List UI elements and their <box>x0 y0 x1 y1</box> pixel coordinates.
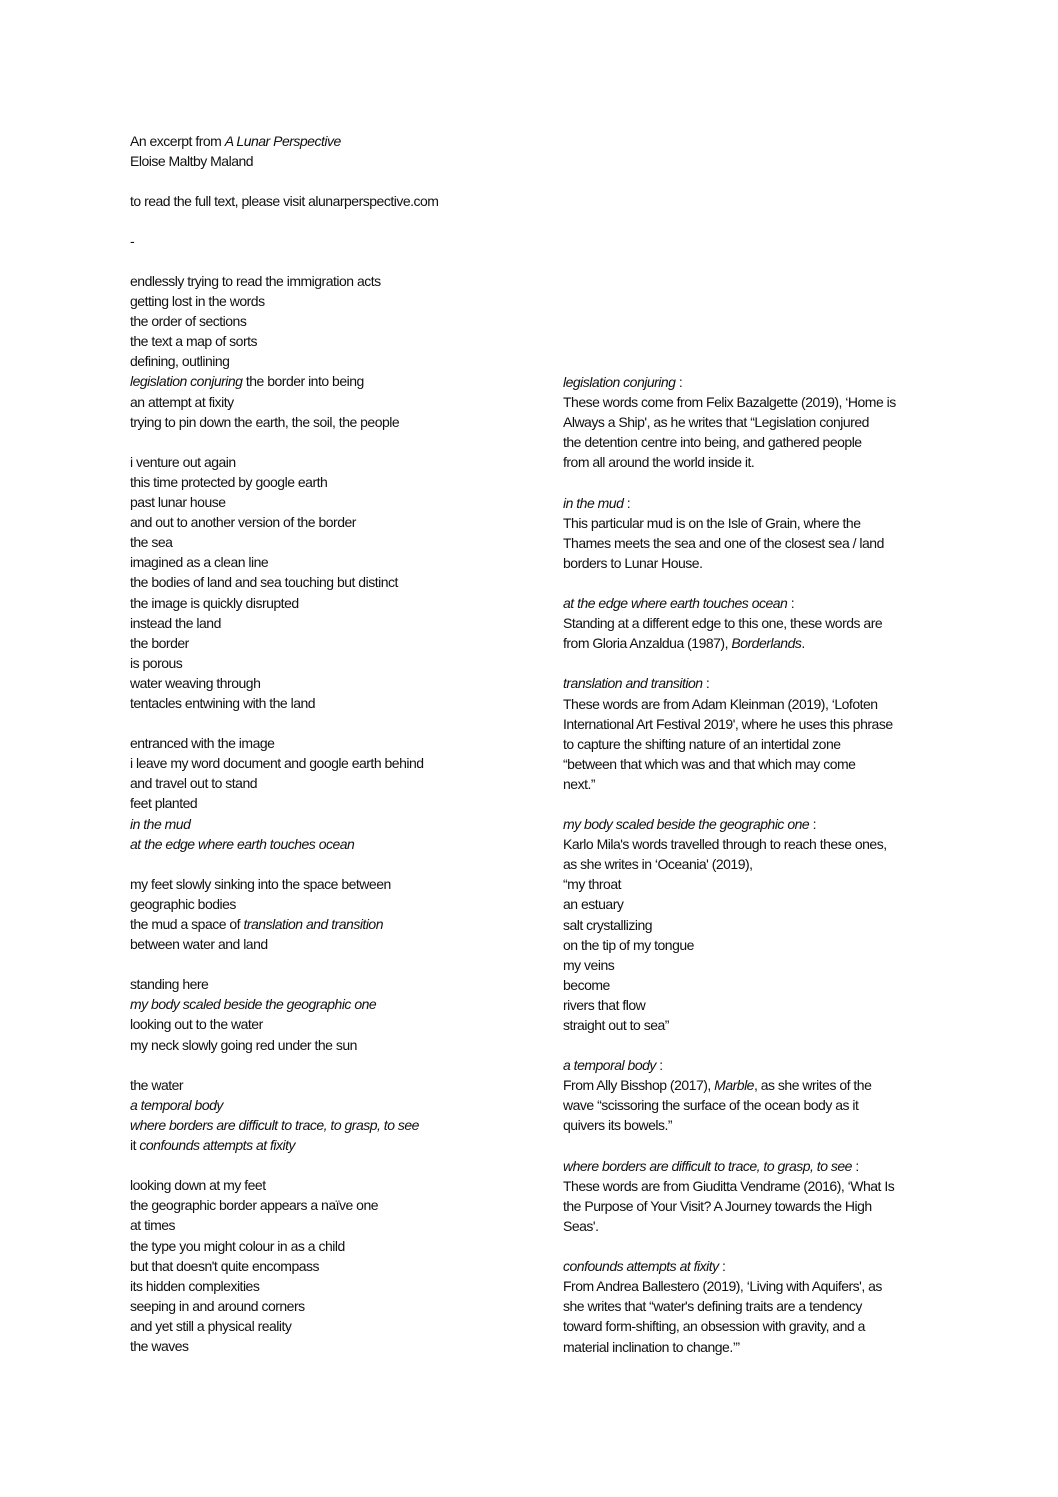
poem-line <box>130 834 530 854</box>
text-segment: Marble <box>714 1077 754 1094</box>
text-segment: standing here <box>130 976 209 993</box>
text-segment: to capture the shifting nature of an intertidal zone <box>563 735 841 752</box>
note-line <box>563 1156 963 1176</box>
text-segment: : <box>851 1157 859 1174</box>
poem-line <box>130 874 530 894</box>
stanza-break <box>563 472 963 492</box>
text-segment: at the edge where earth touches ocean <box>130 835 355 852</box>
text-segment: the geographic border appears a naïve one <box>130 1197 379 1214</box>
text-segment: where borders are difficult to trace, to grasp, to see <box>130 1116 419 1133</box>
text-segment: entranced with the image <box>130 735 275 752</box>
text-segment: : <box>655 1057 663 1074</box>
poem-line <box>130 633 530 653</box>
note-line <box>563 1296 963 1316</box>
excerpt-line <box>130 131 550 151</box>
poem-line <box>130 472 530 492</box>
text-segment: water weaving through <box>130 674 261 691</box>
note-line <box>563 1256 963 1276</box>
text-segment: borders to Lunar House. <box>563 554 703 571</box>
text-segment: the order of sections <box>130 313 247 330</box>
note-line <box>563 1316 963 1336</box>
text-segment: i venture out again <box>130 453 236 470</box>
poem-line <box>130 934 530 954</box>
document-header <box>130 131 550 252</box>
stanza-break <box>563 653 963 673</box>
poem-column <box>130 271 530 1356</box>
text-segment: toward form-shifting, an obsession with gravity, and a <box>563 1318 865 1335</box>
stanza-break <box>563 573 963 593</box>
text-segment: straight out to sea” <box>563 1017 669 1033</box>
note-line <box>563 995 963 1015</box>
text-segment: translation and transition <box>243 916 384 932</box>
text-segment: a temporal body <box>130 1096 223 1113</box>
text-segment: a temporal body <box>563 1057 656 1074</box>
poem-line <box>130 673 530 693</box>
text-segment: the type you might colour in as a child <box>130 1237 345 1254</box>
note-line <box>563 452 963 472</box>
note-line <box>563 975 963 995</box>
note-line <box>563 673 963 693</box>
text-segment: but that doesn't quite encompass <box>130 1257 320 1274</box>
text-segment: . <box>801 635 805 652</box>
poem-line <box>130 1276 530 1296</box>
text-segment: “between that which was and that which may come <box>563 755 856 772</box>
note-line <box>563 1095 963 1115</box>
note-line <box>563 533 963 553</box>
text-segment: imagined as a clean line <box>130 554 269 571</box>
text-segment: where borders are difficult to trace, to grasp, to see <box>563 1157 852 1174</box>
text-segment: rivers that flow <box>563 996 646 1013</box>
text-segment: the text a map of sorts <box>130 333 258 350</box>
text-segment: in the mud <box>563 494 624 511</box>
text-segment: it <box>130 1137 140 1154</box>
text-segment: confounds attempts at fixity <box>139 1137 296 1154</box>
stanza-break <box>130 1055 530 1075</box>
poem-line <box>130 1215 530 1235</box>
poem-line <box>130 512 530 532</box>
poem-line <box>130 1256 530 1276</box>
note-line <box>563 513 963 533</box>
poem-line <box>130 1075 530 1095</box>
text-segment: my body scaled beside the geographic one <box>563 816 810 833</box>
poem-line <box>130 814 530 834</box>
poem-line <box>130 492 530 512</box>
note-line <box>563 1196 963 1216</box>
text-segment: : <box>623 494 631 511</box>
text-segment: at the edge where earth touches ocean <box>563 595 788 612</box>
stanza-break <box>130 713 530 733</box>
poem-line <box>130 1195 530 1215</box>
text-segment: translation and transition <box>563 675 703 692</box>
text-segment: and out to another version of the border <box>130 514 356 531</box>
text-segment: These words come from Felix Bazalgette (2019), ‘Home is <box>563 394 896 411</box>
notes-column <box>563 372 963 1357</box>
poem-line <box>130 351 530 371</box>
text-segment: looking out to the water <box>130 1016 263 1033</box>
poem-line <box>130 693 530 713</box>
text-segment: the border <box>130 634 189 651</box>
note-line <box>563 714 963 734</box>
text-segment: Karlo Mila's words travelled through to reach these ones, <box>563 836 887 853</box>
note-line <box>563 774 963 794</box>
note-line <box>563 1176 963 1196</box>
poem-line <box>130 572 530 592</box>
text-segment: From Andrea Ballestero (2019), ‘Living with Aquifers', as <box>563 1278 882 1295</box>
text-segment: my body scaled beside the geographic one <box>130 996 377 1013</box>
text-segment: and travel out to stand <box>130 775 258 792</box>
text-segment: next.” <box>563 775 596 792</box>
text-segment: at times <box>130 1217 176 1234</box>
text-segment: : <box>787 595 795 612</box>
text-segment: : <box>675 374 683 390</box>
note-line <box>563 915 963 935</box>
text-segment: material inclination to change.’” <box>563 1338 740 1355</box>
text-segment: This particular mud is on the Isle of Grain, where the <box>563 514 861 531</box>
note-line <box>563 392 963 412</box>
note-line <box>563 834 963 854</box>
poem-line <box>130 1035 530 1055</box>
text-segment: : <box>809 816 816 833</box>
poem-line <box>130 753 530 773</box>
note-line <box>563 1337 963 1357</box>
text-segment: the water <box>130 1076 184 1093</box>
stanza-break <box>563 794 963 814</box>
stanza-break <box>130 432 530 452</box>
text-segment: this time protected by google earth <box>130 473 328 490</box>
poem-line <box>130 1115 530 1135</box>
text-segment: legislation conjuring <box>563 374 676 390</box>
text-segment: an estuary <box>563 896 624 913</box>
visit-instruction: to read the full text, please visit alunarperspective.com <box>130 193 439 210</box>
text-segment: trying to pin down the earth, the soil, the people <box>130 413 400 430</box>
text-segment: is porous <box>130 654 183 671</box>
poem-line <box>130 733 530 753</box>
poem-line <box>130 894 530 914</box>
poem-line <box>130 1336 530 1356</box>
note-line <box>563 1276 963 1296</box>
poem-line <box>130 532 530 552</box>
poem-line <box>130 994 530 1014</box>
poem-line <box>130 593 530 613</box>
poem-line <box>130 1236 530 1256</box>
poem-line <box>130 392 530 412</box>
note-line <box>563 1216 963 1236</box>
text-segment: its hidden complexities <box>130 1277 260 1294</box>
note-line <box>563 593 963 613</box>
note-line <box>563 694 963 714</box>
text-segment: the mud a space of <box>130 916 244 932</box>
poem-line <box>130 1135 530 1155</box>
text-segment: in the mud <box>130 815 191 832</box>
text-segment: defining, outlining <box>130 353 230 370</box>
text-segment: confounds attempts at fixity <box>563 1258 719 1275</box>
poem-line <box>130 1316 530 1336</box>
note-line <box>563 613 963 633</box>
poem-line <box>130 914 530 934</box>
text-segment: instead the land <box>130 614 221 631</box>
note-line <box>563 633 963 653</box>
text-segment: looking down at my feet <box>130 1177 266 1194</box>
text-segment: International Art Festival 2019', where he uses this phrase <box>563 715 893 732</box>
poem-line <box>130 1095 530 1115</box>
text-segment: tentacles entwining with the land <box>130 694 316 711</box>
text-segment: the detention centre into being, and gathered people <box>563 434 862 451</box>
poem-line <box>130 653 530 673</box>
text-segment: These words are from Adam Kleinman (2019), ‘Lofoten <box>563 695 878 712</box>
text-segment: past lunar house <box>130 494 226 511</box>
poem-line <box>130 311 530 331</box>
text-segment: and yet still a physical reality <box>130 1317 292 1334</box>
stanza-break <box>130 954 530 974</box>
text-segment: the Purpose of Your Visit? A Journey towards the High <box>563 1197 872 1214</box>
poem-line <box>130 331 530 351</box>
note-line <box>563 553 963 573</box>
poem-line <box>130 271 530 291</box>
note-line <box>563 1055 963 1075</box>
poem-line <box>130 613 530 633</box>
note-line <box>563 955 963 975</box>
note-line <box>563 734 963 754</box>
text-segment: These words are from Giuditta Vendrame (2016), ‘What Is <box>563 1177 895 1194</box>
text-segment: feet planted <box>130 795 198 812</box>
poem-line <box>130 1296 530 1316</box>
text-segment: salt crystallizing <box>563 916 653 933</box>
text-segment: Standing at a different edge to this one, these words are <box>563 615 883 632</box>
text-segment: from Gloria Anzaldua (1987), <box>563 635 732 652</box>
text-segment: as she writes in ‘Oceania' (2019), <box>563 856 753 873</box>
text-segment: Thames meets the sea and one of the closest sea / land <box>563 534 884 551</box>
text-segment: my veins <box>563 956 615 973</box>
text-segment: i leave my word document and google earth behind <box>130 755 424 772</box>
text-segment: wave “scissoring the surface of the ocean body as it <box>563 1097 859 1114</box>
poem-line <box>130 773 530 793</box>
note-line <box>563 1115 963 1135</box>
note-line <box>563 1015 963 1035</box>
text-segment: the border into being <box>242 373 364 390</box>
note-line <box>563 854 963 874</box>
excerpt-title: A Lunar Perspective <box>224 133 341 149</box>
poem-line <box>130 291 530 311</box>
text-segment: my neck slowly going red under the sun <box>130 1036 357 1053</box>
author-name: Eloise Maltby Maland <box>130 153 254 170</box>
text-segment: endlessly trying to read the immigration acts <box>130 273 381 289</box>
stanza-break <box>130 1155 530 1175</box>
text-segment: the sea <box>130 534 173 551</box>
stanza-break <box>563 1035 963 1055</box>
poem-line <box>130 1175 530 1195</box>
note-line <box>563 493 963 513</box>
poem-line <box>130 793 530 813</box>
text-segment: geographic bodies <box>130 895 236 912</box>
text-segment: getting lost in the words <box>130 293 265 310</box>
text-segment: on the tip of my tongue <box>563 936 694 953</box>
text-segment: the bodies of land and sea touching but distinct <box>130 574 398 591</box>
section-dash: - <box>130 233 135 250</box>
stanza-break <box>130 854 530 874</box>
text-segment: From Ally Bisshop (2017), <box>563 1077 715 1094</box>
excerpt-prefix: An excerpt from <box>130 133 225 149</box>
note-line <box>563 874 963 894</box>
text-segment: Borderlands <box>731 635 802 652</box>
note-line <box>563 412 963 432</box>
text-segment: legislation conjuring <box>130 373 243 390</box>
text-segment: Always a Ship', as he writes that “Legislation conjured <box>563 414 869 431</box>
text-segment: , as she writes of the <box>753 1077 872 1094</box>
text-segment: : <box>702 675 710 692</box>
text-segment: she writes that “water's defining traits are a tendency <box>563 1298 862 1315</box>
text-segment: from all around the world inside it. <box>563 454 755 471</box>
note-line <box>563 372 963 392</box>
note-line <box>563 894 963 914</box>
text-segment: : <box>718 1258 726 1275</box>
text-segment: quivers its bowels.” <box>563 1117 673 1134</box>
text-segment: an attempt at fixity <box>130 393 234 410</box>
note-line <box>563 814 963 834</box>
note-line <box>563 935 963 955</box>
text-segment: the image is quickly disrupted <box>130 594 299 611</box>
poem-line <box>130 452 530 472</box>
poem-line <box>130 552 530 572</box>
note-line <box>563 1075 963 1095</box>
text-segment: “my throat <box>563 876 622 893</box>
poem-line <box>130 412 530 432</box>
text-segment: become <box>563 976 610 993</box>
text-segment: Seas'. <box>563 1217 599 1234</box>
poem-line <box>130 1014 530 1034</box>
poem-line <box>130 974 530 994</box>
text-segment: my feet slowly sinking into the space between <box>130 875 391 892</box>
text-segment: seeping in and around corners <box>130 1297 305 1314</box>
stanza-break <box>563 1136 963 1156</box>
note-line <box>563 754 963 774</box>
note-line <box>563 432 963 452</box>
text-segment: between water and land <box>130 936 268 953</box>
stanza-break <box>563 1236 963 1256</box>
text-segment: the waves <box>130 1337 189 1354</box>
poem-line <box>130 371 530 391</box>
